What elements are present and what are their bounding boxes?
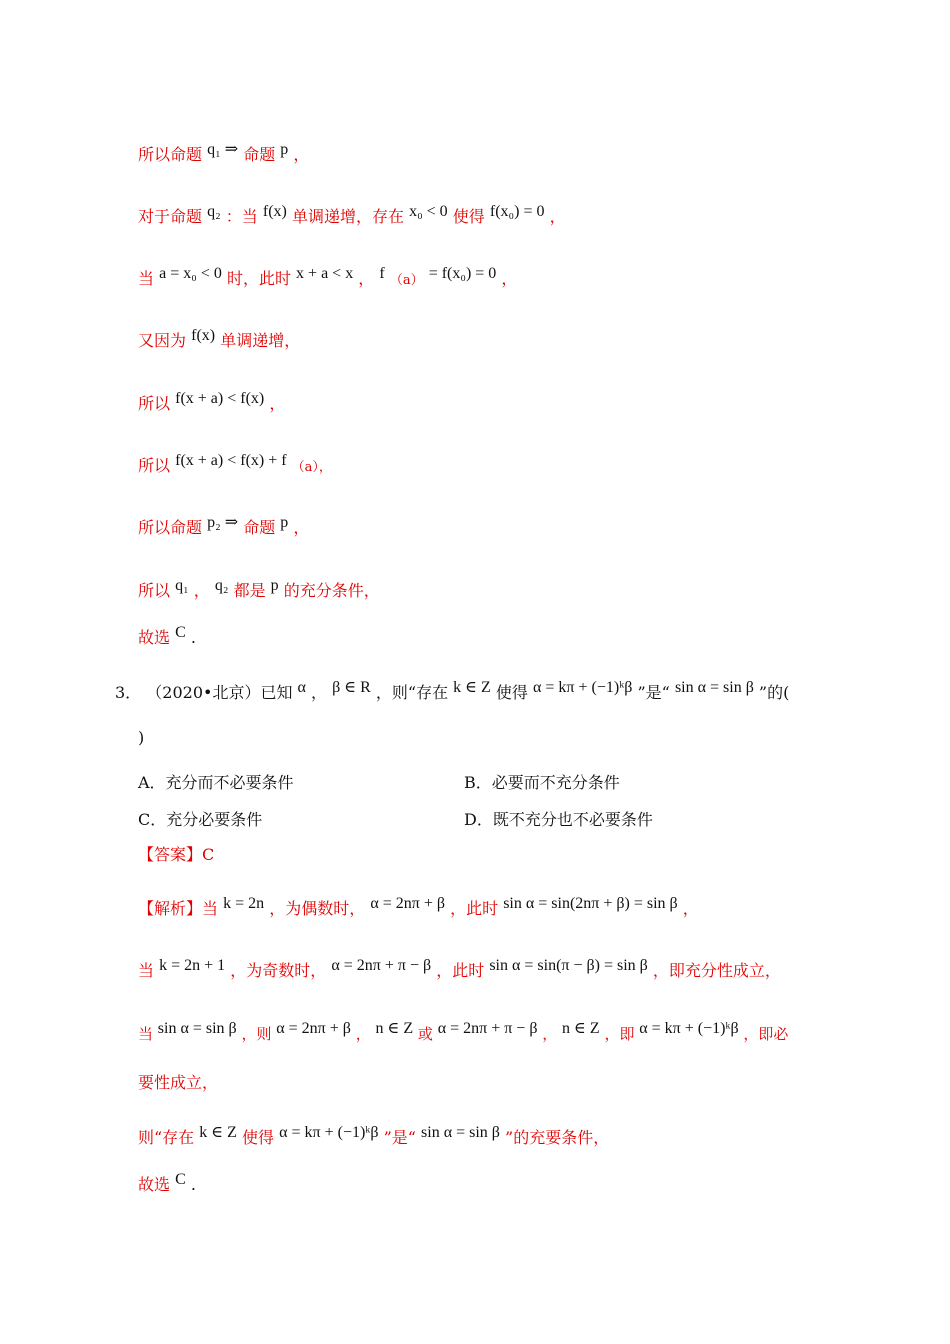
text: ，为奇数时，	[230, 961, 327, 980]
text: ”的充要条件，	[505, 1128, 610, 1147]
text: ，则“存在	[375, 683, 449, 702]
text: 或	[417, 1025, 433, 1043]
math: f(x + a) < f(x)	[175, 390, 265, 407]
text: ，	[293, 518, 310, 537]
math: sin α = sin β	[157, 1020, 237, 1037]
math: k = 2n	[223, 895, 265, 912]
text: 要性成立，	[138, 1073, 219, 1092]
text: 又因为	[138, 331, 187, 350]
math: C	[175, 1171, 186, 1188]
text: 所以	[138, 581, 171, 600]
analysis-line-5	[138, 1124, 610, 1150]
math: n ∈ Z	[562, 1020, 600, 1037]
math: sin α = sin(π − β) = sin β	[489, 957, 648, 974]
text: 命题	[243, 518, 276, 537]
text: 则“存在	[138, 1128, 195, 1147]
math: a = x₀ < 0	[159, 265, 222, 282]
math: f(x)	[191, 327, 216, 344]
text: )	[138, 728, 145, 747]
text: ，则	[241, 1025, 272, 1043]
text: 当	[138, 1025, 154, 1043]
math: α = 2nπ + β	[370, 895, 445, 912]
answer-label: 【答案】	[138, 845, 203, 864]
math: sin α = sin β	[674, 679, 754, 696]
text: 对于命题	[138, 207, 203, 226]
math: p₂ ⇒	[207, 514, 239, 531]
question-3	[115, 679, 790, 705]
text: 故选	[138, 628, 171, 647]
math: k ∈ Z	[453, 679, 491, 696]
math: f(x₀) = 0	[489, 203, 545, 220]
text: ，此时	[450, 899, 499, 918]
math: α = 2nπ + β	[276, 1020, 351, 1037]
text: ，此时	[436, 961, 485, 980]
math: x₀ < 0	[409, 203, 448, 220]
math: x + a < x	[296, 265, 354, 282]
text: 单调递增，	[220, 331, 301, 350]
text: 单调递增，存在	[291, 207, 404, 226]
text: ，	[293, 145, 310, 164]
text: ，即	[604, 1025, 635, 1043]
math: α = kπ + (−1)ᵏβ	[639, 1020, 739, 1037]
question-number: 3．	[115, 683, 142, 702]
text: 都是	[233, 581, 266, 600]
analysis-line-4	[138, 1072, 218, 1094]
math: p	[280, 514, 289, 531]
text: ，即充分性成立，	[652, 961, 781, 980]
text: ，	[355, 1025, 371, 1043]
text: ，即必	[743, 1025, 789, 1043]
math: α	[297, 679, 306, 696]
math: sin α = sin(2nπ + β) = sin β	[503, 895, 678, 912]
math: α = 2nπ + π − β	[437, 1020, 538, 1037]
math: β ∈ R	[332, 679, 371, 696]
solution-line-5	[138, 390, 286, 416]
math: f(x)	[262, 203, 287, 220]
text: 的充分条件，	[283, 581, 380, 600]
analysis-line-2	[138, 957, 781, 983]
text: ，为偶数时，	[269, 899, 366, 918]
math: p	[270, 577, 279, 594]
text: 所以	[138, 456, 171, 475]
solution-line-9	[138, 624, 196, 650]
text: ”是“	[637, 683, 670, 702]
text: ，	[358, 269, 375, 288]
text: ，	[193, 581, 210, 600]
text: （a），	[291, 460, 332, 475]
text: 使得	[242, 1128, 275, 1147]
math: q₂	[207, 203, 221, 220]
solution-line-4	[138, 327, 301, 353]
text: ”是“	[383, 1128, 416, 1147]
text: 当	[138, 269, 155, 288]
math: = f(x₀) = 0	[428, 265, 497, 282]
text: 命题	[243, 145, 276, 164]
text: 使得	[495, 683, 528, 702]
question-3-cont	[138, 727, 144, 749]
text: （a）	[389, 273, 424, 288]
text: ，	[269, 394, 286, 413]
text: 时，此时	[226, 269, 291, 288]
solution-line-1	[138, 141, 310, 167]
solution-line-6	[138, 452, 332, 479]
text: 【解析】当	[138, 899, 219, 918]
math: sin α = sin β	[421, 1124, 500, 1141]
text: .	[190, 1175, 196, 1194]
text: 故选	[138, 1175, 171, 1194]
option-a: A．充分而不必要条件	[138, 773, 294, 792]
math: q₂	[214, 577, 229, 594]
text: 所以	[138, 394, 171, 413]
analysis-line-6	[138, 1171, 196, 1197]
math: p	[280, 141, 289, 158]
text: ，	[682, 899, 699, 918]
math: k = 2n + 1	[159, 957, 226, 974]
text: ，	[542, 1025, 558, 1043]
math: α = 2nπ + π − β	[331, 957, 432, 974]
option-b: B．必要而不充分条件	[464, 773, 620, 792]
math: k ∈ Z	[199, 1124, 237, 1141]
question-source: （2020•北京）已知	[146, 683, 293, 702]
text: 当	[138, 961, 155, 980]
option-c: C．充分必要条件	[138, 810, 263, 829]
text: 使得	[452, 207, 485, 226]
text: ：当	[225, 207, 258, 226]
text: .	[190, 628, 196, 647]
option-d: D．既不充分也不必要条件	[464, 810, 653, 829]
answer-value: C	[202, 845, 215, 864]
math: α = kπ + (−1)ᵏβ	[533, 679, 633, 696]
solution-line-8	[138, 577, 380, 603]
text: 所以命题	[138, 145, 203, 164]
math: q₁ ⇒	[207, 141, 239, 158]
math: α = kπ + (−1)ᵏβ	[279, 1124, 379, 1141]
math: n ∈ Z	[375, 1020, 414, 1037]
solution-line-3	[138, 265, 518, 292]
text: ”的(	[758, 683, 790, 702]
solution-line-7	[138, 514, 310, 540]
math: C	[175, 624, 186, 641]
analysis-line-3	[138, 1020, 789, 1046]
math: f(x + a) < f(x) + f	[175, 452, 287, 469]
text: 所以命题	[138, 518, 203, 537]
text: ，	[549, 207, 566, 226]
analysis-line-1	[138, 895, 699, 921]
math: q₁	[175, 577, 189, 594]
text: ，	[311, 683, 328, 702]
math: f	[379, 265, 385, 282]
solution-line-2	[138, 203, 566, 229]
text: ，	[501, 269, 518, 288]
answer-line	[138, 844, 214, 866]
